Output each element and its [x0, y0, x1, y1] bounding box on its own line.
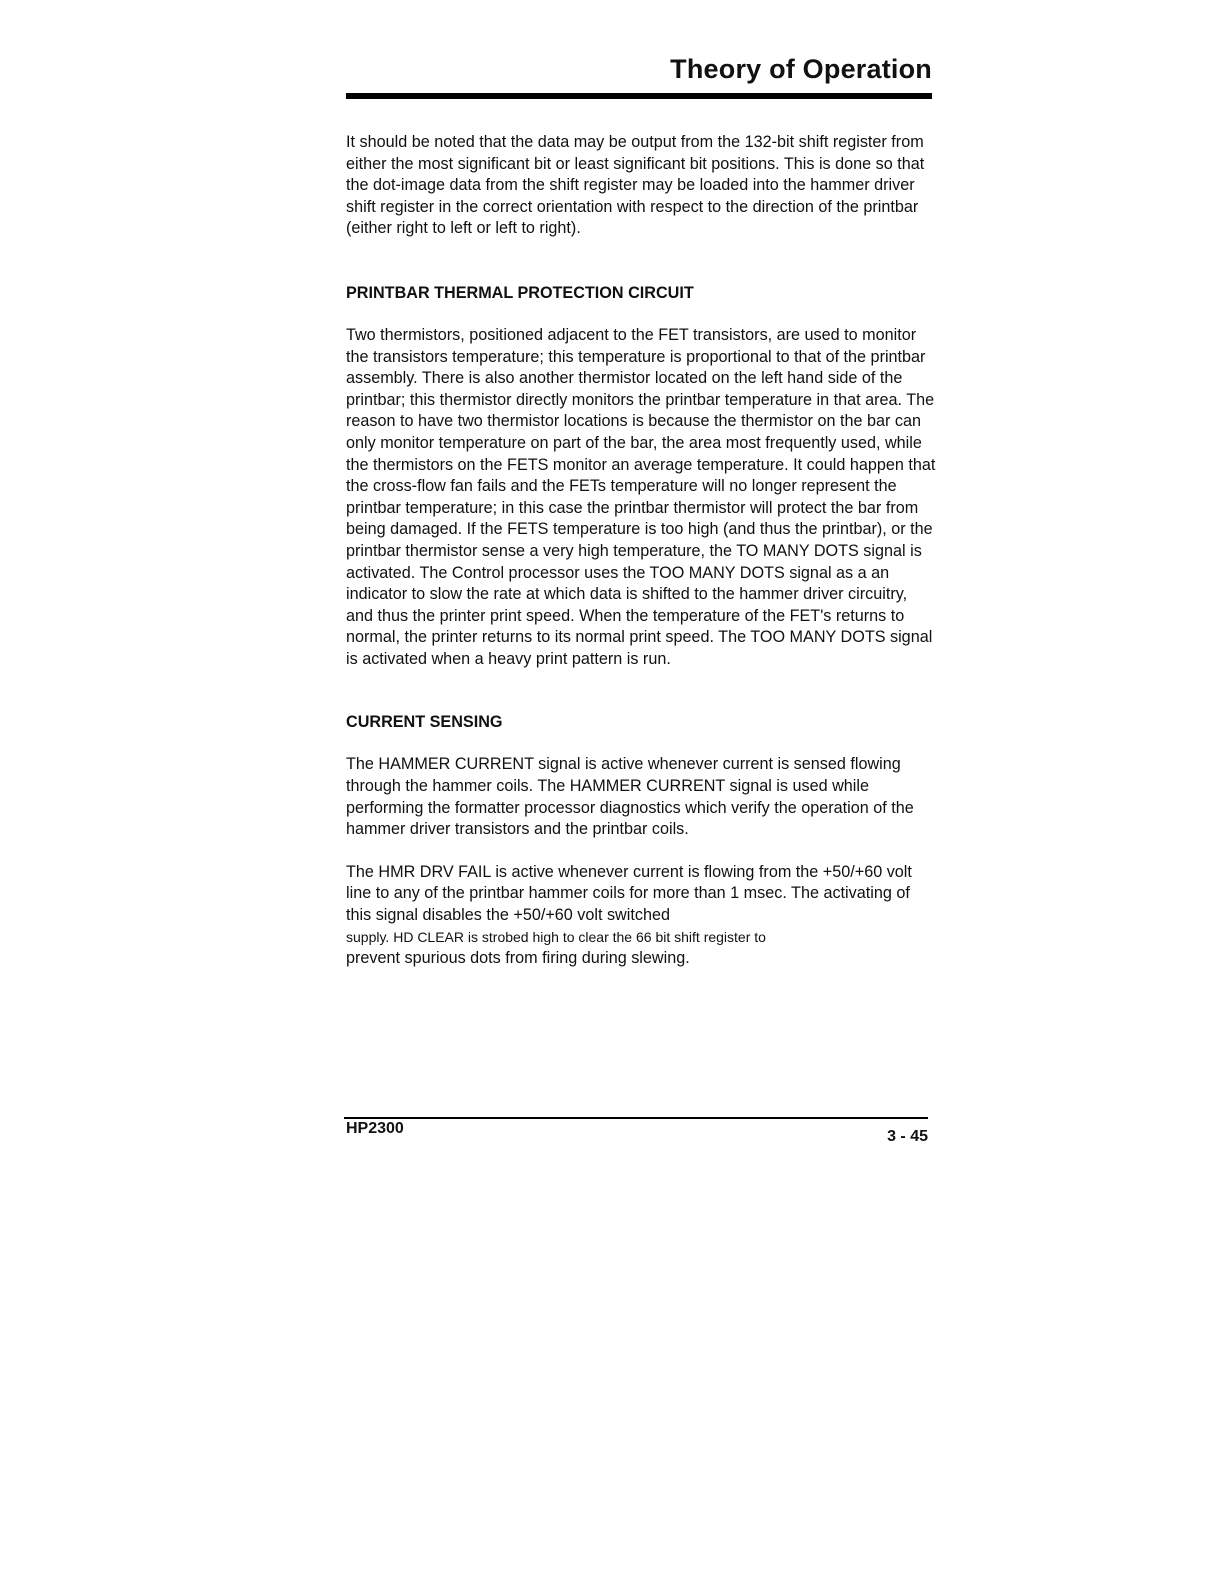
- current-sensing-text-c: prevent spurious dots from firing during slewing.: [346, 949, 690, 968]
- page-header: [346, 50, 932, 99]
- section-heading-current-sensing: CURRENT SENSING: [346, 713, 503, 732]
- footer-page-number: 3 - 45: [887, 1128, 928, 1145]
- header-rule: [346, 93, 932, 99]
- thermal-protection-paragraph: Two thermistors, positioned adjacent to the FET transistors, are used to monitor the transistors temperature; this temperature is proportional to that of the printbar assembly. There is also another thermistor located on the left hand side of the printbar; this thermistor directly monitors the printbar temperature in that area. The reason to have two thermistor locations is because the thermistor on the bar can only monitor temperature on part of the bar, the area most frequently used, while the thermistors on the FETS monitor an average temperature. It could happen that the cross-flow fan fails and the FETs temperature will no longer represent the printbar temperature; in this case the printbar thermistor will protect the bar from being damaged. If the FETS temperature is too high (and thus the printbar), or the printbar thermistor sense a very high temperature, the TO MANY DOTS signal is activated. The Control processor uses the TOO MANY DOTS signal as a an indicator to slow the rate at which data is shifted to the hammer driver circuitry, and thus the printer print speed. When the temperature of the FET's returns to normal, the printer returns to its normal print speed. The TOO MANY DOTS signal is activated when a heavy print pattern is run.: [346, 325, 936, 668]
- current-sensing-text-b: supply. HD CLEAR is strobed high to clear the 66 bit shift register to: [346, 928, 766, 945]
- footer-model: HP2300: [346, 1120, 404, 1137]
- footer-rule: [344, 1117, 928, 1119]
- page-title: Theory of Operation: [670, 54, 932, 84]
- section-heading-thermal-protection: PRINTBAR THERMAL PROTECTION CIRCUIT: [346, 283, 694, 302]
- page-body: [346, 132, 936, 970]
- current-sensing-paragraph-2: [346, 862, 936, 970]
- intro-paragraph: It should be noted that the data may be output from the 132-bit shift register from either the most significant bit or least significant bit positions. This is done so that the dot-image data from the shift register may be loaded into the hammer driver shift register in the correct orientation with respect to the direction of the printbar (either right to left or left to right).: [346, 133, 925, 238]
- current-sensing-paragraph-1: The HAMMER CURRENT signal is active whenever current is sensed flowing through the hammer coils. The HAMMER CURRENT signal is used while performing the formatter processor diagnostics which verify the operation of the hammer driver transistors and the printbar coils.: [346, 755, 914, 839]
- current-sensing-text-a: The HMR DRV FAIL is active whenever current is flowing from the +50/+60 volt line to any of the printbar hammer coils for more than 1 msec. The activating of this signal disables the +50/+60 volt switched: [346, 862, 912, 925]
